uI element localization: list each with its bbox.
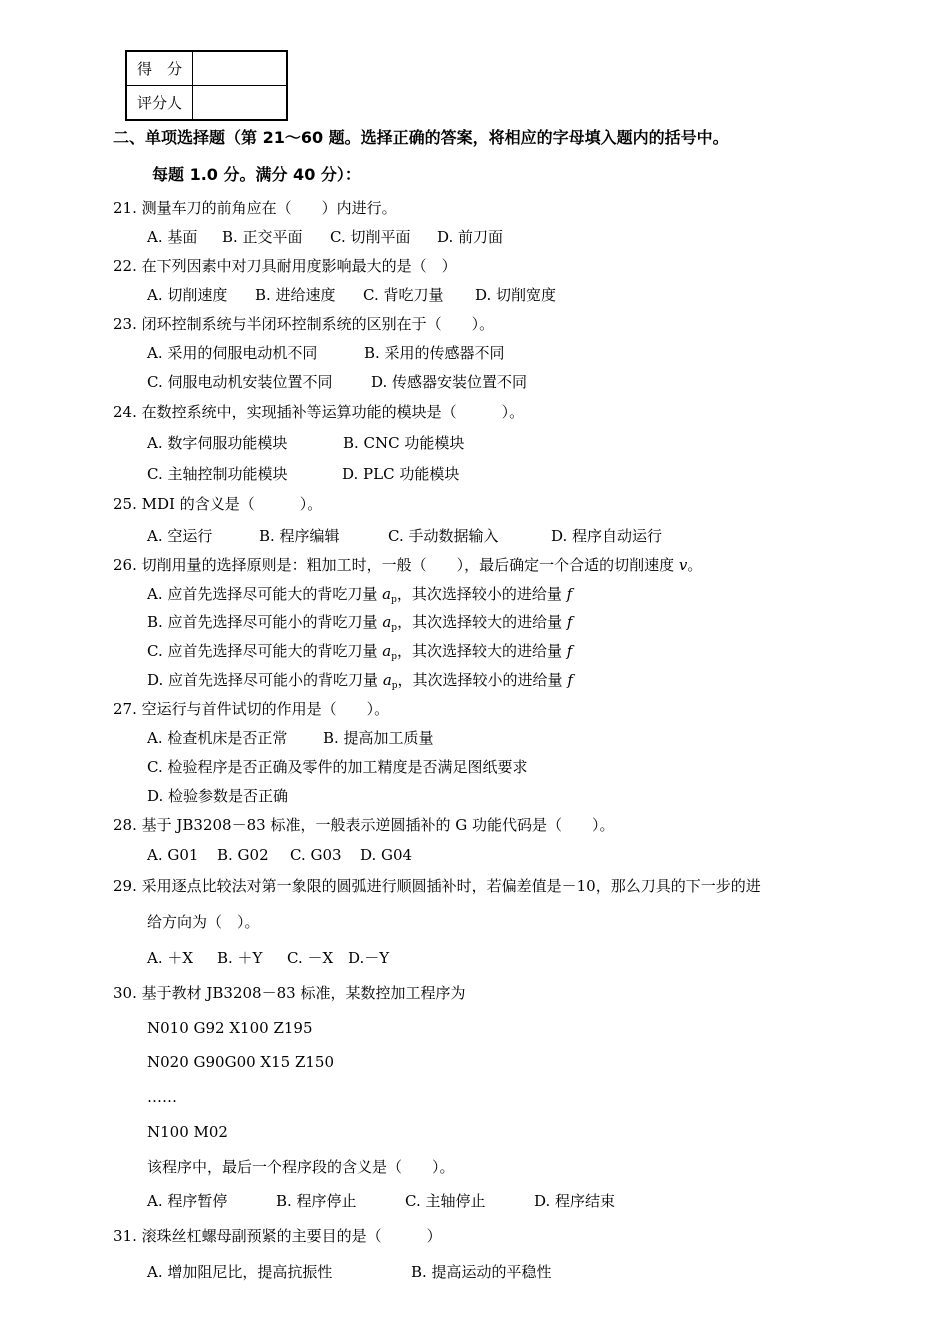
question-30-options [147, 1191, 615, 1211]
question-31-stem: 31. 滚珠丝杠螺母副预紧的主要目的是（ ） [113, 1227, 442, 1245]
q26-b-mid: ，其次选择较大的进给量 [397, 613, 567, 631]
q26-c-var: a [382, 642, 392, 660]
question-27-options-ab [147, 728, 434, 748]
q26-d-text: D. 应首先选择尽可能小的背吃刀量 [147, 671, 383, 689]
q24-option-a: A. 数字伺服功能模块 [147, 434, 288, 452]
q26-a-text: A. 应首先选择尽可能大的背吃刀量 [147, 585, 383, 603]
q26-d-sub: p [391, 681, 398, 691]
q28-option-c: C. G03 [290, 846, 342, 864]
q27-option-d: D. 检验参数是否正确 [147, 787, 289, 805]
q30-code-line-3: N100 M02 [147, 1123, 228, 1141]
q21-option-b: B. 正交平面 [222, 228, 303, 246]
question-29-stem-line1: 29. 采用逐点比较法对第一象限的圆弧进行顺圆插补时，若偏差值是－10，那么刀具的下一步的进 [113, 877, 761, 895]
q26-b-f: f [566, 613, 573, 631]
q30-code-ellipsis: …… [147, 1088, 177, 1106]
q26-b-sub: p [391, 623, 398, 633]
q25-option-a: A. 空运行 [147, 527, 213, 545]
q26-a-var: a [382, 585, 392, 603]
q22-option-c: C. 背吃刀量 [363, 286, 444, 304]
q31-option-b: B. 提高运动的平稳性 [411, 1263, 552, 1281]
q30-option-c: C. 主轴停止 [405, 1192, 486, 1210]
q26-b-text: B. 应首先选择尽可能小的背吃刀量 [147, 613, 383, 631]
q22-option-d: D. 切削宽度 [475, 286, 557, 304]
q22-option-a: A. 切削速度 [147, 286, 228, 304]
q30-option-b: B. 程序停止 [276, 1192, 357, 1210]
question-28-options [147, 845, 412, 865]
question-29-options [147, 948, 389, 968]
q26-option-c [147, 641, 572, 667]
question-26-stem [113, 555, 702, 575]
q27-option-a: A. 检查机床是否正常 [147, 729, 288, 747]
section-heading-line2: 每题 1.0 分。满分 40 分）： [152, 165, 361, 184]
q24-option-d: D. PLC 功能模块 [342, 465, 460, 483]
question-25-options [147, 526, 662, 546]
question-24-options-ab [147, 433, 464, 453]
q29-option-c: C. －X [287, 949, 334, 967]
q30-option-a: A. 程序暂停 [147, 1192, 228, 1210]
section-heading-line1: 二、单项选择题（第 21～60 题。选择正确的答案，将相应的字母填入题内的括号中。 [113, 128, 729, 147]
q30-option-d: D. 程序结束 [534, 1192, 616, 1210]
score-cell[interactable] [193, 51, 288, 86]
q26-option-b [147, 612, 572, 638]
q26-a-mid: ，其次选择较小的进给量 [396, 585, 567, 603]
q26-c-mid: ，其次选择较大的进给量 [396, 642, 567, 660]
question-23-stem: 23. 闭环控制系统与半闭环控制系统的区别在于（ ）。 [113, 315, 495, 333]
q25-option-d: D. 程序自动运行 [551, 527, 663, 545]
q27-option-c: C. 检验程序是否正确及零件的加工精度是否满足图纸要求 [147, 758, 528, 776]
question-24-stem: 24. 在数控系统中，实现插补等运算功能的模块是（ ）。 [113, 403, 525, 421]
q26-d-var: a [382, 671, 392, 689]
q26-a-sub: p [391, 595, 397, 605]
q22-option-b: B. 进给速度 [255, 286, 336, 304]
q26-a-f: f [566, 585, 573, 603]
q28-option-b: B. G02 [217, 846, 269, 864]
q25-option-b: B. 程序编辑 [259, 527, 340, 545]
q26-option-d [147, 670, 573, 696]
q23-option-b: B. 采用的传感器不同 [364, 344, 505, 362]
q21-option-d: D. 前刀面 [437, 228, 504, 246]
question-27-stem: 27. 空运行与首件试切的作用是（ ）。 [113, 700, 390, 718]
q23-option-d: D. 传感器安装位置不同 [371, 373, 528, 391]
q30-question: 该程序中，最后一个程序段的含义是（ ）。 [147, 1158, 455, 1176]
question-21-options [147, 227, 503, 247]
score-label: 得 分 [126, 51, 193, 86]
q26-c-f: f [566, 642, 573, 660]
q23-option-a: A. 采用的伺服电动机不同 [147, 344, 318, 362]
q23-option-c: C. 伺服电动机安装位置不同 [147, 373, 333, 391]
q21-option-a: A. 基面 [147, 228, 198, 246]
q26-c-text: C. 应首先选择尽可能大的背吃刀量 [147, 642, 383, 660]
question-22-stem: 22. 在下列因素中对刀具耐用度影响最大的是（ ） [113, 257, 457, 275]
question-21-stem: 21. 测量车刀的前角应在（ ）内进行。 [113, 199, 397, 217]
q26-stem-end: 。 [687, 556, 703, 574]
grader-cell[interactable] [193, 86, 288, 121]
q26-d-mid: ，其次选择较小的进给量 [397, 671, 568, 689]
question-25-stem: 25. MDI 的含义是（ ）。 [113, 495, 323, 513]
q26-b-var: a [382, 613, 392, 631]
question-29-stem-line2: 给方向为（ ）。 [147, 913, 260, 931]
q21-option-c: C. 切削平面 [330, 228, 411, 246]
question-23-options-ab [147, 343, 505, 363]
q27-option-b: B. 提高加工质量 [323, 729, 434, 747]
q26-stem-text: 26. 切削用量的选择原则是：粗加工时，一般（ ），最后确定一个合适的切削速度 [113, 556, 679, 574]
question-31-options [147, 1262, 552, 1282]
question-28-stem: 28. 基于 JB3208－83 标准，一般表示逆圆插补的 G 功能代码是（ ）。 [113, 816, 615, 834]
q25-option-c: C. 手动数据输入 [388, 527, 499, 545]
q31-option-a: A. 增加阻尼比，提高抗振性 [147, 1263, 333, 1281]
q29-option-d: D.－Y [348, 949, 390, 967]
q29-option-b: B. ＋Y [217, 949, 263, 967]
q26-c-sub: p [391, 652, 397, 662]
q28-option-a: A. G01 [147, 846, 199, 864]
q30-code-line-2: N020 G90G00 X15 Z150 [147, 1053, 335, 1071]
question-23-options-cd [147, 372, 527, 392]
q26-option-a [147, 584, 572, 610]
question-30-stem: 30. 基于教材 JB3208－83 标准，某数控加工程序为 [113, 984, 466, 1002]
score-table [125, 50, 288, 121]
q26-d-f: f [567, 671, 573, 689]
q30-code-line-1: N010 G92 X100 Z195 [147, 1019, 313, 1037]
q29-option-a: A. ＋X [147, 949, 194, 967]
q26-stem-var: v [678, 556, 688, 574]
q28-option-d: D. G04 [360, 846, 413, 864]
q24-option-c: C. 主轴控制功能模块 [147, 465, 288, 483]
grader-label: 评分人 [126, 86, 193, 121]
question-24-options-cd [147, 464, 459, 484]
q24-option-b: B. CNC 功能模块 [343, 434, 465, 452]
question-22-options [147, 285, 556, 305]
